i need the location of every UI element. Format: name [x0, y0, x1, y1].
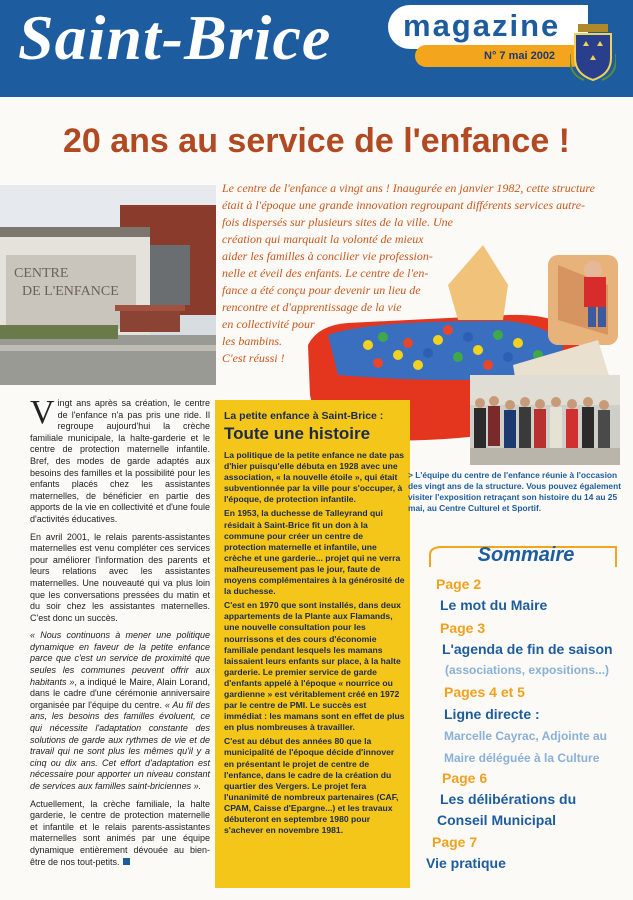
summary-item[interactable]: Vie pratique [426, 855, 506, 871]
article-paragraph [30, 799, 210, 869]
article-text: , a indiqué le Maire, Alain Lorand, dans le cadre d'une cérémonie anniversaire organisée par l'équipe du centre. [30, 676, 210, 710]
article-text: ingt ans après sa création, le centre de l'enfance n'a pas pris une ride. Il regroupe aujourd'hui la crèche familiale municipale, la halte-garderie et le centre de protection maternelle infantile. Bref, des modes de garde adaptés aux besoins des familles et la possibilité pour les enfants placés chez les assistantes maternelles, de bénéficier en partie des apports de la vie en collectivité et d'une foule d'activités éducatives. [30, 398, 210, 524]
mayor-quote: « Nous continuons à mener une politique dynamique en faveur de la petite enfance parce que c'est un service de proximité que seules les communes peuvent offrir aux habitants » [30, 630, 210, 687]
summary-item[interactable]: Les délibérations du [440, 791, 577, 807]
summary-page-label: Page 6 [442, 770, 488, 786]
building-sign-line-2: DE L'ENFANCE [22, 284, 119, 299]
history-paragraph: En 1953, la duchesse de Talleyrand qui résidait à Saint-Brice fit un don à la commune pour créer un centre de protection maternelle et infantile, une crèche et une garderie... projet qui ne verra malheureusement pas le jour, faute de moyens complémentaires à la générosité de la duchesse. [224, 508, 405, 597]
summary-item[interactable]: L'agenda de fin de saison [442, 641, 613, 657]
intro-line: était à l'époque une grande innovation regroupant différents services autre- [222, 198, 586, 212]
summary-page-label: Page 3 [440, 620, 486, 636]
intro-line: C'est réussi ! [222, 351, 285, 365]
summary-subitem: (associations, expositions...) [445, 663, 610, 677]
team-photo [470, 375, 620, 465]
history-kicker: La petite enfance à Saint-Brice : [224, 410, 384, 422]
intro-text [222, 180, 617, 367]
intro-line: rencontre et d'apprentissage de la vie [222, 300, 402, 314]
article-paragraph [30, 630, 210, 792]
history-paragraph: C'est au début des années 80 que la municipalité de l'époque décide d'innover en présentant le projet de centre de l'enfance, dans le cadre de la création du quartier des Vergers. Le projet fera l'unanimité de nombreux partenaires (CAF, CPAM, Caisse d'Epargne...) et les travaux débuteront en septembre 1980 pour s'achever en novembre 1981. [224, 736, 399, 836]
end-mark-icon [123, 858, 130, 865]
summary-page-label: Page 7 [432, 834, 478, 850]
history-title: Toute une histoire [224, 424, 371, 443]
intro-line: création qui marquait la volonté de mieux [222, 232, 424, 246]
article-text: Actuellement, la crèche familiale, la halte garderie, le centre de protection maternelle et infantile et le relais parents-assistantes maternelles sont animés par une équipe dynamique entièrement dévouée au bien-être de nos tout-petits. [30, 798, 210, 867]
article-paragraph [30, 394, 210, 526]
photo-caption: > L'équipe du centre de l'enfance réunie à l'occasion des vingt ans de la structure. Vous pouvez également visiter l'exposition retraçant son histoire du 14 au 25 mai, au Centre Culturel et Sportif. [408, 470, 621, 513]
summary-subitem: Marcelle Cayrac, Adjointe au [444, 729, 607, 743]
building-photo [0, 185, 216, 385]
main-article [30, 394, 210, 874]
magazine-label: magazine [403, 8, 561, 43]
building-sign-line-1: CENTRE [14, 266, 69, 281]
intro-line: aider les familles à concilier vie profession- [222, 249, 433, 263]
intro-line: fois dispersés sur plusieurs sites de la ville. Une [222, 215, 453, 229]
article-paragraph: En avril 2001, le relais parents-assistantes maternelles est venu compléter ces services pour améliorer l'information des parents et leurs relations avec les assistantes maternelles. Une nouveauté qui va plus loin que les conversations pressées du matin et du soir chez les assistantes maternelles. C'est donc un succès. [30, 531, 210, 623]
summary-subitem: Maire déléguée à la Culture [444, 751, 600, 765]
intro-line: Le centre de l'enfance a vingt ans ! Inaugurée en janvier 1982, cette structure [222, 181, 595, 195]
intro-line: nelle et éveil des enfants. Le centre de l'en- [222, 266, 429, 280]
summary-title: Sommaire [477, 544, 575, 566]
page-headline: 20 ans au service de l'enfance ! [62, 122, 570, 160]
intro-line: fance a été conçu pour devenir un lieu de [222, 283, 421, 297]
history-paragraph: La politique de la petite enfance ne date pas d'hier puisqu'elle débuta en 1928 avec une association, « la nouvelle étoile », qui était subventionnée par la ville pour s'occuper, à l'époque, de protection infantile. [224, 450, 405, 505]
masthead-header [0, 0, 633, 100]
summary-page-label: Page 2 [436, 576, 482, 592]
intro-line: en collectivité pour [222, 317, 315, 331]
summary-item[interactable]: Ligne directe : [444, 706, 540, 722]
coat-of-arms-icon [570, 24, 616, 82]
drop-cap: V [30, 394, 55, 431]
history-body [224, 450, 405, 839]
issue-number: N° 7 mai 2002 [484, 50, 556, 62]
summary-item[interactable]: Le mot du Maire [440, 597, 548, 613]
mayor-quote: « Au fil des ans, les besoins des familles évoluent, ce qui nécessite l'adaptation constante des solutions de garde aux rythmes de vie et de travail qui ne sont plus les mêmes qu'il y a cinq ou dix ans. Cet effort d'adaptation est nécessaire pour apporter un niveau constant de services aux familles saint-briciennes ». [30, 699, 210, 791]
summary-item[interactable]: Conseil Municipal [437, 812, 557, 828]
intro-line: les bambins. [222, 334, 282, 348]
summary-page-label: Pages 4 et 5 [444, 684, 525, 700]
masthead-title: Saint-Brice [18, 2, 332, 73]
history-paragraph: C'est en 1970 que sont installés, dans deux appartements de la Plante aux Flamands, une nouvelle consultation pour les nourrissons et des cours d'économie familiale pendant lesquels les mamans laissaient leurs enfants sur place, à la halte garderie. Le premier service de garde d'enfants appelé à l'époque « nourrice ou gardienne » est véritablement créé en 1972 par le centre de PMI. Le succès est immédiat : les mamans sont en effet de plus en plus nombreuses à travailler. [224, 600, 405, 733]
